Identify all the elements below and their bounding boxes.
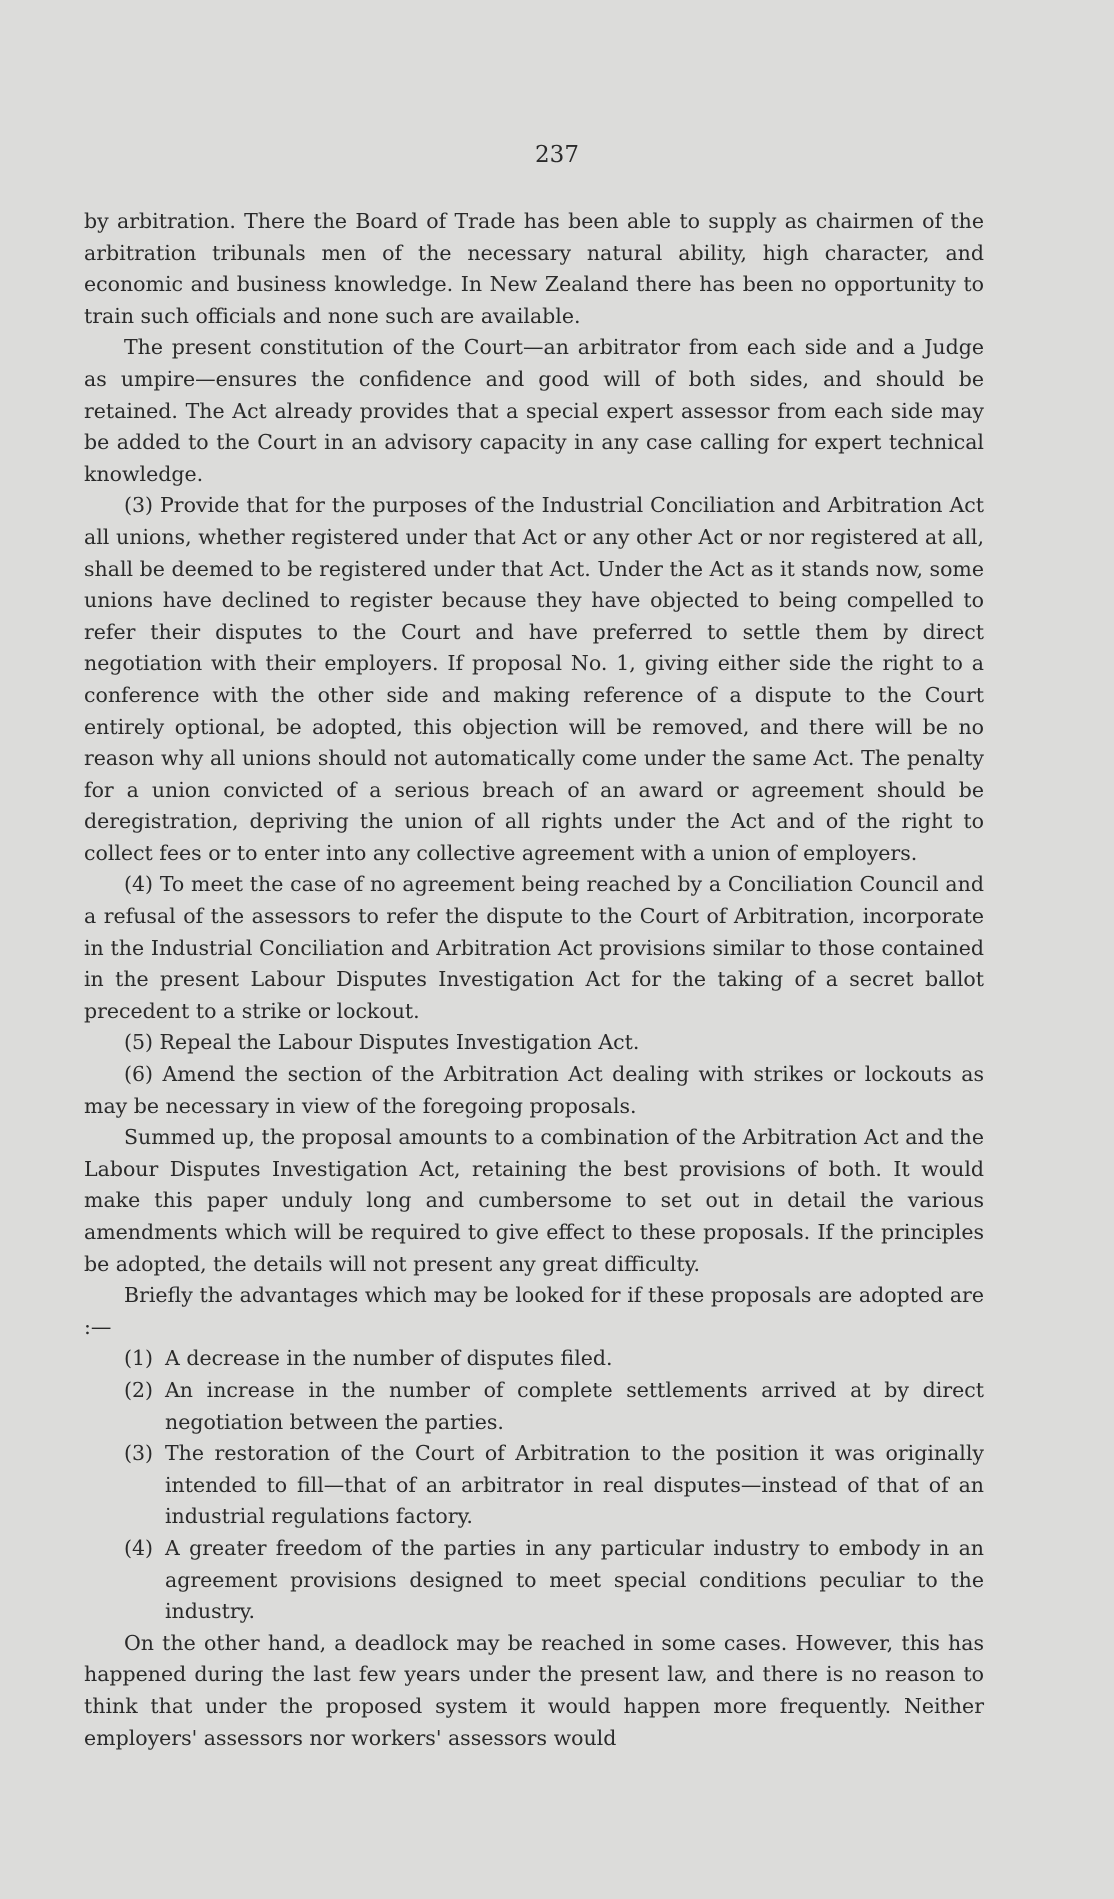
paragraph-conclusion: On the other hand, a deadlock may be reached in some cases. However, this has happened during the last few years under the present law, and there is no reason to think that under the proposed system it would happen more frequently. Neither employers' assessors nor workers' assessors would xyxy=(84,1630,984,1750)
list-text: The restoration of the Court of Arbitration to the position it was originally intended to fill—that of an arbitrator in real disputes—instead of that of an industrial regulations factory. xyxy=(165,1441,984,1529)
paragraph: The present constitution of the Court—an arbitrator from each side and a Judge as umpire—ensures the confidence and good will of both sides, and should be retained. The Act already provides that a special expert assessor from each side may be added to the Court in an advisory capacity in any case calling for expert technical knowledge. xyxy=(84,335,984,486)
list-item xyxy=(84,1438,984,1533)
paragraph-proposal-3: (3) Provide that for the purposes of the Industrial Conciliation and Arbitration Act all unions, whether registered under that Act or any other Act or nor registered at all, shall be deemed to be registered under that Act. Under the Act as it stands now, some unions have declined to register because they have objected to being compelled to refer their disputes to the Court and have preferred to settle them by direct negotiation with their employers. If proposal No. 1, giving either side the right to a conference with the other side and making reference of a dispute to the Court entirely optional, be adopted, this objection will be removed, and there will be no reason why all unions should not automatically come under the same Act. The penalty for a union convicted of a serious breach of an award or agreement should be deregistration, depriving the union of all rights under the Act and of the right to collect fees or to enter into any collective agreement with a union of employers. xyxy=(84,493,984,865)
paragraph: by arbitration. There the Board of Trade has been able to supply as chairmen of the arbitration tribunals men of the necessary natural ability, high character, and economic and business knowledge. In New Zealand there has been no opportunity to train such officials and none such are available. xyxy=(84,209,984,328)
list-item xyxy=(84,1375,984,1438)
body-text xyxy=(84,206,984,1754)
page-number: 237 xyxy=(535,142,579,168)
list-number: (3) xyxy=(124,1441,154,1466)
list-item xyxy=(84,1533,984,1628)
list-number: (4) xyxy=(124,1535,154,1560)
list-number: (1) xyxy=(124,1346,154,1371)
paragraph-advantages-intro: Briefly the advantages which may be looked for if these proposals are adopted are :— xyxy=(84,1283,984,1339)
paragraph-proposal-5: (5) Repeal the Labour Disputes Investigation Act. xyxy=(124,1030,640,1055)
list-text: A decrease in the number of disputes filed. xyxy=(165,1346,613,1371)
list-number: (2) xyxy=(124,1377,154,1402)
list-text: A greater freedom of the parties in any particular industry to embody in an agreement provisions designed to meet special conditions peculiar to the industry. xyxy=(165,1535,984,1624)
advantages-list xyxy=(84,1343,984,1627)
list-text: An increase in the number of complete settlements arrived at by direct negotiation between the parties. xyxy=(165,1377,984,1434)
list-item xyxy=(84,1343,984,1375)
paragraph-proposal-4: (4) To meet the case of no agreement being reached by a Conciliation Council and a refusal of the assessors to refer the dispute to the Court of Arbitration, incorporate in the Industrial Conciliation and Arbitration Act provisions similar to those contained in the present Labour Disputes Investigation Act for the taking of a secret ballot precedent to a strike or lockout. xyxy=(84,872,984,1023)
paragraph-summary: Summed up, the proposal amounts to a combination of the Arbitration Act and the Labour Disputes Investigation Act, retaining the best provisions of both. It would make this paper unduly long and cumbersome to set out in detail the various amendments which will be required to give effect to these proposals. If the principles be adopted, the details will not present any great difficulty. xyxy=(84,1125,984,1276)
paragraph-proposal-6: (6) Amend the section of the Arbitration Act dealing with strikes or lockouts as may be necessary in view of the foregoing proposals. xyxy=(84,1062,984,1118)
